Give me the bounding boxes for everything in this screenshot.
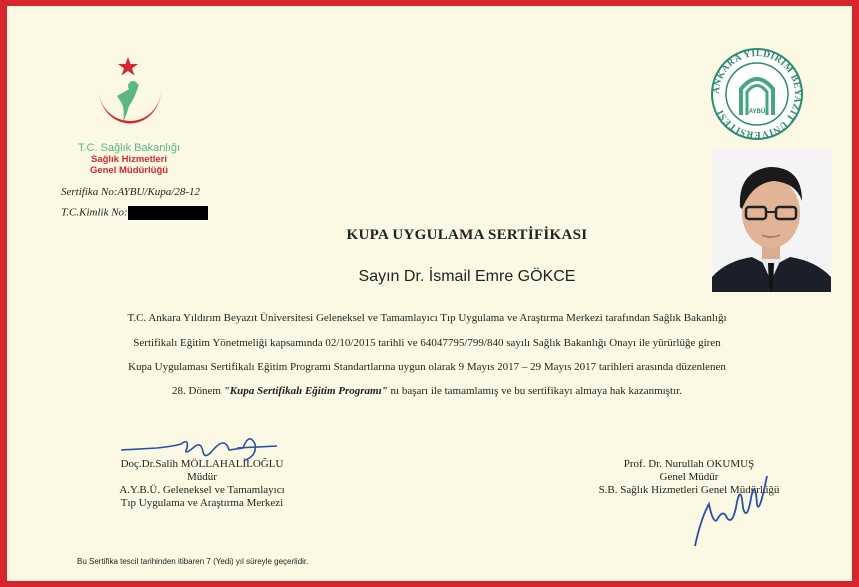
program-name: "Kupa Sertifikalı Eğitim Programı"	[223, 385, 388, 397]
body-line-1: T.C. Ankara Yıldırım Beyazıt Üniversitesi Geleneksel ve Tamamlayıcı Tıp Uygulama ve Araştırma Merkezi tarafından Sağlık Bakanlığı	[127, 312, 727, 324]
id-number-row	[61, 206, 208, 220]
university-seal	[705, 47, 809, 141]
redacted-id-number	[128, 206, 208, 220]
body-line-4	[7, 385, 847, 397]
left-signatory	[106, 458, 298, 510]
seal-outer-text: ANKARA YILDIRIM BEYAZIT ÜNİVERSİTESİ	[711, 48, 803, 140]
crescent-star-icon	[69, 54, 189, 140]
body-line-4-suffix: nı başarı ile tamamlamış ve bu sertifikayı almaya hak kazanmıştır.	[387, 385, 682, 397]
right-signatory-org-line1: S.B. Sağlık Hizmetleri Genel Müdürlüğü	[598, 484, 780, 496]
right-signature-scribble	[687, 468, 777, 552]
id-number-label: T.C.Kimlik No:	[61, 206, 128, 219]
ministry-logo	[69, 54, 189, 176]
ministry-department-line1: Sağlık Hizmetleri	[90, 154, 168, 165]
seal-inner-text: AYBÜ	[748, 109, 766, 115]
left-signatory-name: Doç.Dr.Salih MÖLLAHALİLOĞLU	[120, 458, 284, 470]
body-line-2: Sertifikalı Eğitim Yönetmeliği kapsamında 02/10/2015 tarihli ve 64047795/799/840 sayılı Sağlık Bakanlığı Onayı ile yürürlüğe giren	[133, 337, 721, 349]
certificate-title: KUPA UYGULAMA SERTİFİKASI	[346, 227, 588, 243]
body-line-4-prefix: 28. Dönem	[172, 385, 224, 397]
ministry-department-line2: Genel Müdürlüğü	[89, 165, 169, 176]
left-signatory-org-line2: Tıp Uygulama ve Araştırma Merkezi	[120, 497, 284, 509]
left-signatory-title: Müdür	[187, 471, 217, 483]
right-signatory-title: Genel Müdür	[659, 471, 719, 483]
body-line-3: Kupa Uygulaması Sertifikalı Eğitim Programı Standartlarına uygun olarak 9 Mayıs 2017 – 29 Mayıs 2017 tarihleri arasında düzenlenen	[128, 361, 726, 373]
left-signatory-org-line1: A.Y.B.Ü. Geleneksel ve Tamamlayıcı	[119, 484, 285, 496]
recipient-name: Sayın Dr. İsmail Emre GÖKCE	[358, 268, 576, 285]
right-signatory-name: Prof. Dr. Nurullah OKUMUŞ	[623, 458, 755, 470]
ministry-department	[69, 154, 189, 176]
ministry-name: T.C. Sağlık Bakanlığı	[77, 142, 181, 154]
validity-footnote: Bu Sertifika tescil tarihinden itibaren 7 (Yedi) yıl süreyle geçerlidir.	[77, 557, 309, 566]
certificate-number: Sertifika No:AYBU/Kupa/28-12	[61, 186, 201, 198]
